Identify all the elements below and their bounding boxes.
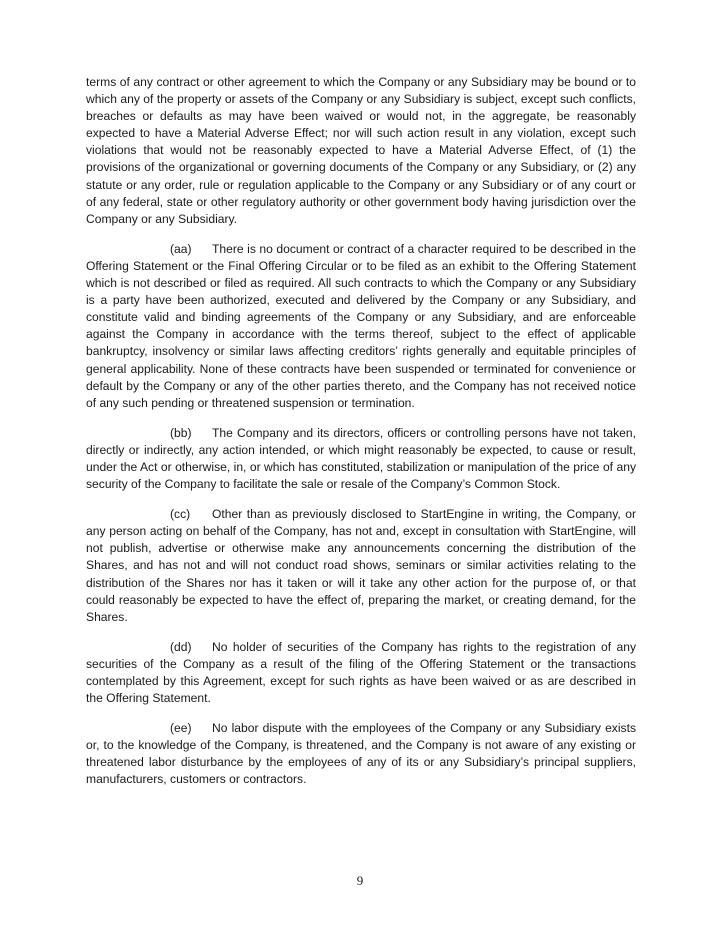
section-text: The Company and its directors, officers or controlling persons have not taken, directly or indirectly, any action intended, or which might reasonably be expected, to cause or result, under the Act or otherwise, in, or which has constituted, stabilization or manipulation of the price of any security of the Company to facilitate the sale or resale of the Company’s Common Stock. bbox=[86, 425, 636, 492]
section-label: (aa) bbox=[170, 241, 192, 256]
page-number: 9 bbox=[356, 873, 364, 888]
section-text: There is no document or contract of a character required to be described in the Offering Statement or the Final Offering Circular or to be filed as an exhibit to the Offering Statement which is not described or filed as required. All such contracts to which the Company or any Subsidiary is a party have been authorized, executed and delivered by the Company or any Subsidiary, and constitute valid and binding agreements of the Company or any Subsidiary, and are enforceable against the Company in accordance with the terms thereof, subject to the effect of applicable bankruptcy, insolvency or similar laws affecting creditors’ rights generally and equitable principles of general applicability. None of these contracts have been suspended or terminated for convenience or default by the Company or any of the other parties thereto, and the Company has not received notice of any such pending or threatened suspension or termination. bbox=[86, 241, 636, 410]
section-aa bbox=[86, 241, 636, 412]
section-label: (cc) bbox=[170, 507, 191, 522]
section-label: (bb) bbox=[170, 425, 192, 440]
section-cc bbox=[86, 506, 636, 626]
document-body bbox=[86, 74, 636, 802]
section-text: No labor dispute with the employees of the Company or any Subsidiary exists or, to the knowledge of the Company, is threatened, and the Company is not aware of any existing or threatened labor disturbance by the employees of any of its or any Subsidiary’s principal suppliers, manufacturers, customers or contractors. bbox=[86, 721, 636, 787]
section-text: Other than as previously disclosed to StartEngine in writing, the Company, or any person acting on behalf of the Company, has not and, except in consultation with StartEngine, will not publish, advertise or otherwise make any announcements concerning the distribution of the Shares, and has not and will not conduct road shows, seminars or similar activities relating to the distribution of the Shares nor has it taken or will it take any other action for the purpose of, or that could reasonably be expected to have the effect of, preparing the market, or creating demand, for the Shares. bbox=[86, 507, 636, 624]
section-bb bbox=[86, 425, 636, 493]
section-label: (ee) bbox=[170, 721, 192, 736]
section-dd bbox=[86, 639, 636, 707]
intro-paragraph: terms of any contract or other agreement to which the Company or any Subsidiary may be bound or to which any of the property or assets of the Company or any Subsidiary is subject, except such conflicts, breaches or defaults as may have been waived or would not, in the aggregate, be reasonably expected to have a Material Adverse Effect; nor will such action result in any violation, except such violations that would not be reasonably expected to have a Material Adverse Effect, of (1) the provisions of the organizational or governing documents of the Company or any Subsidiary, or (2) any statute or any order, rule or regulation applicable to the Company or any Subsidiary or of any court or of any federal, state or other regulatory authority or other government body having jurisdiction over the Company or any Subsidiary. bbox=[86, 75, 636, 226]
section-label: (dd) bbox=[170, 639, 192, 654]
section-ee bbox=[86, 720, 636, 788]
section-text: No holder of securities of the Company has rights to the registration of any securities of the Company as a result of the filing of the Offering Statement or the transactions contemplated by this Agreement, except for such rights as have been waived or as are described in the Offering Statement. bbox=[86, 639, 636, 706]
